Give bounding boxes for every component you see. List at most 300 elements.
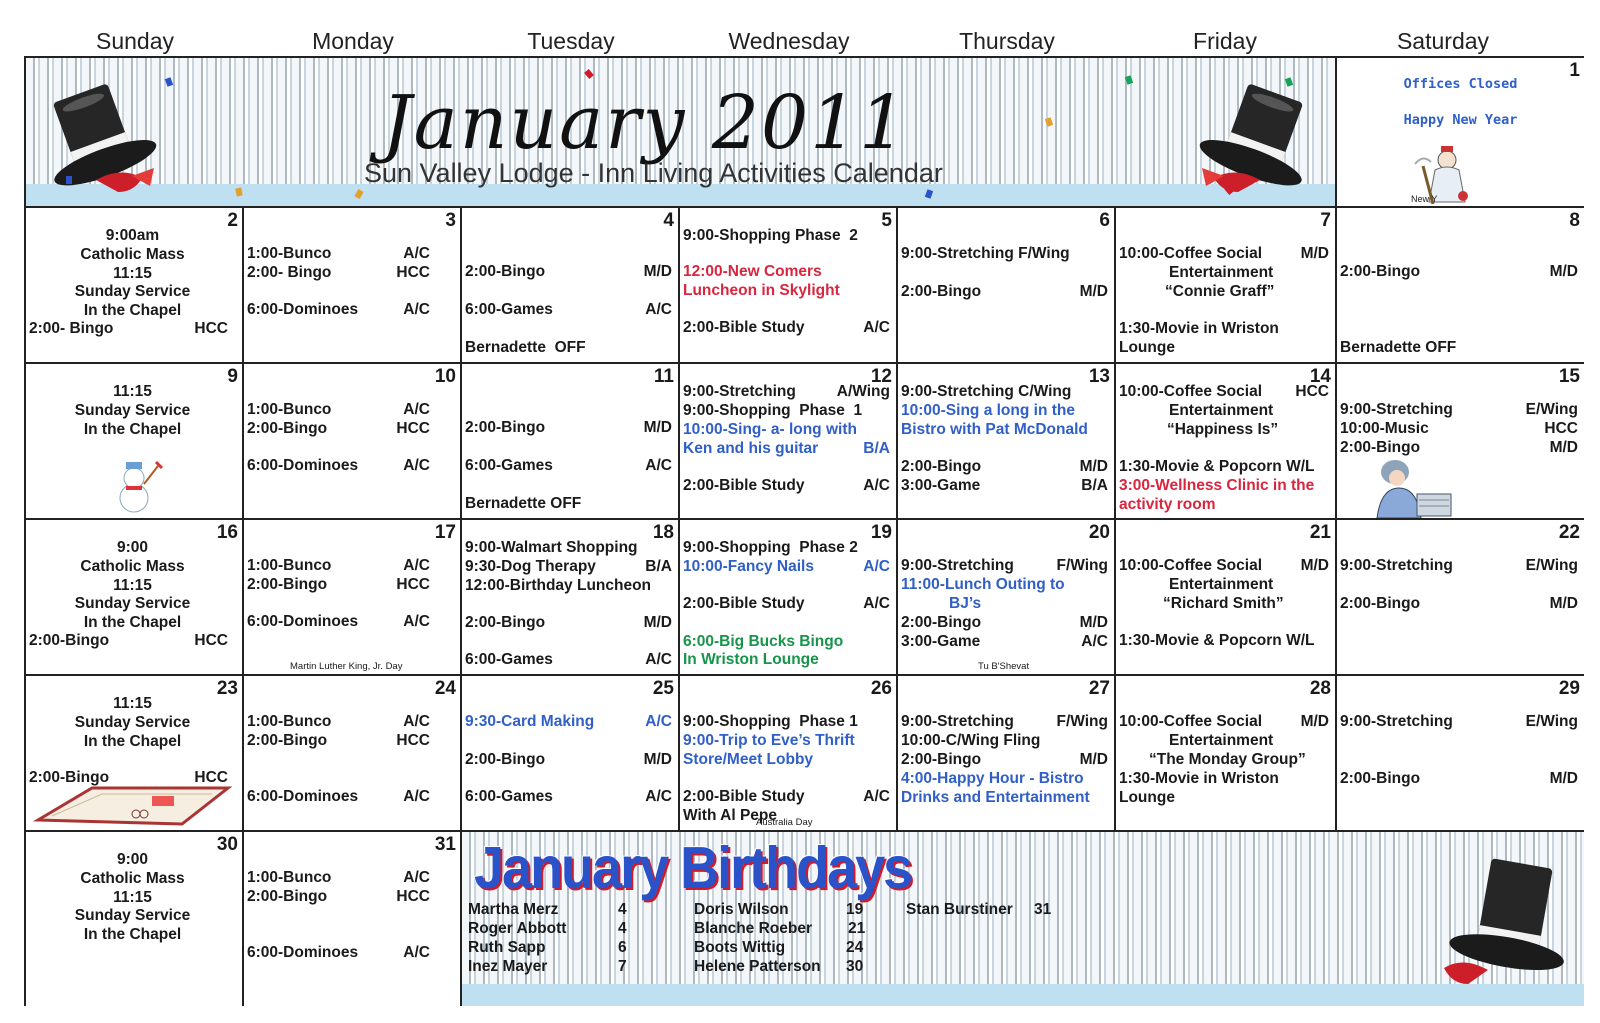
event-text: 2:00-Bingo — [901, 751, 982, 768]
event-text: Entertainment — [1169, 576, 1274, 593]
event-text: 2:00-Bingo — [247, 420, 328, 437]
day-cell-3 — [244, 208, 462, 364]
event-line — [1119, 556, 1329, 575]
event-line — [247, 556, 454, 575]
event-line — [683, 226, 890, 245]
event-location: HCC — [194, 632, 228, 649]
event-location: HCC — [396, 732, 430, 749]
event-line: Catholic Mass — [80, 246, 185, 263]
event-text: 6:00-Dominoes — [247, 944, 359, 961]
event-text: Luncheon in Skylight — [683, 282, 840, 299]
confetti-decoration — [235, 188, 242, 197]
event-text: 10:00-Sing- a- long with — [683, 421, 857, 438]
title-banner — [26, 58, 1337, 208]
event-line — [247, 419, 454, 438]
day-cell-17 — [244, 520, 462, 676]
event-line — [465, 338, 672, 357]
event-line — [683, 439, 890, 458]
event-location: M/D — [1549, 263, 1578, 280]
event-line — [1119, 750, 1329, 769]
event-location: M/D — [643, 614, 672, 631]
event-text: Store/Meet Lobby — [683, 751, 814, 768]
event-line — [1119, 457, 1329, 476]
day-number: 7 — [1320, 210, 1331, 231]
event-location: A/C — [403, 301, 430, 318]
event-line — [247, 731, 454, 750]
event-line: Catholic Mass — [80, 558, 185, 575]
event-text: 6:00-Games — [465, 788, 553, 805]
event-location: M/D — [643, 263, 672, 280]
event-line: Sunday Service — [74, 402, 191, 419]
event-line: In the Chapel — [83, 614, 182, 631]
event-location: HCC — [396, 420, 430, 437]
event-line: Sunday Service — [74, 714, 191, 731]
event-line: In the Chapel — [83, 926, 182, 943]
day-cell-14 — [1116, 364, 1337, 520]
event-line: In the Chapel — [83, 421, 182, 438]
day-number: 19 — [870, 522, 892, 543]
event-location: A/C — [645, 713, 672, 730]
event-line — [901, 556, 1108, 575]
event-text: 10:00-Music — [1340, 420, 1429, 437]
event-line — [465, 576, 672, 595]
top-hat-icon — [32, 72, 162, 202]
event-location: A/C — [403, 613, 430, 630]
event-text: 9:00-Shopping Phase 2 — [683, 227, 858, 244]
event-location: F/Wing — [1056, 557, 1108, 574]
event-line — [465, 494, 672, 513]
day-cell-1 — [1337, 58, 1584, 208]
event-text: 9:00-Walmart Shopping — [465, 539, 638, 556]
event-line — [1119, 263, 1329, 282]
event-text: 1:30-Movie & Popcorn W/L — [1119, 632, 1315, 649]
ground-decoration — [462, 984, 1584, 1006]
birthday-day: 31 — [1034, 901, 1052, 918]
event-location: A/C — [645, 788, 672, 805]
event-text: 11:00-Lunch Outing to — [901, 576, 1065, 593]
birthday-day: 4 — [618, 920, 627, 937]
event-line: 11:15 — [113, 265, 152, 282]
day-cell-31 — [244, 832, 462, 1006]
event-location: A/C — [645, 651, 672, 668]
event-location: E/Wing — [1525, 557, 1578, 574]
event-location: A/C — [863, 788, 890, 805]
event-line — [247, 400, 454, 419]
event-text: 2:00-Bingo — [1340, 595, 1421, 612]
event-line — [683, 538, 890, 557]
event-text: 2:00-Bingo — [247, 732, 328, 749]
event-line — [1119, 319, 1329, 338]
event-text: 2:00-Bingo — [247, 888, 328, 905]
event-location: A/C — [1081, 633, 1108, 650]
event-text: 9:00-Stretching — [1340, 401, 1453, 418]
event-line — [465, 262, 672, 281]
event-text: 9:00-Trip to Eve’s Thrift — [683, 732, 855, 749]
event-line — [1119, 420, 1329, 439]
event-text: 2:00- Bingo — [29, 320, 114, 337]
event-line — [465, 300, 672, 319]
event-line — [1340, 769, 1578, 788]
event-location: HCC — [1295, 383, 1329, 400]
event-location: A/C — [403, 869, 430, 886]
event-text: 9:00-Shopping Phase 1 — [683, 402, 863, 419]
event-location: HCC — [1544, 420, 1578, 437]
day-number: 2 — [227, 210, 238, 231]
day-number: 14 — [1309, 366, 1331, 387]
day-number: 25 — [652, 678, 674, 699]
event-text: 1:00-Bunco — [247, 245, 332, 262]
event-line — [683, 262, 890, 281]
event-text: 4:00-Happy Hour - Bistro — [901, 770, 1084, 787]
day-number: 18 — [652, 522, 674, 543]
day-cell-6 — [898, 208, 1116, 364]
day-cell-23 — [26, 676, 244, 832]
birthday-name: Inez Mayer — [468, 958, 548, 975]
event-location: A/C — [403, 713, 430, 730]
day-number: 20 — [1088, 522, 1110, 543]
weekday-tuesday: Tuesday — [527, 28, 615, 54]
event-text: 6:00-Big Bucks Bingo — [683, 633, 844, 650]
event-line — [465, 787, 672, 806]
day-number: 30 — [216, 834, 238, 855]
holiday-note: Australia Day — [756, 817, 813, 828]
event-location: M/D — [1300, 713, 1329, 730]
weekday-wednesday: Wednesday — [728, 28, 850, 54]
event-line — [465, 750, 672, 769]
event-line — [683, 787, 890, 806]
event-line — [1119, 244, 1329, 263]
birthday-day: 6 — [618, 939, 627, 956]
event-text: Bernadette OFF — [1340, 339, 1457, 356]
weekday-saturday: Saturday — [1396, 28, 1490, 54]
event-line: 11:15 — [113, 577, 152, 594]
event-location: M/D — [1549, 595, 1578, 612]
event-line — [683, 712, 890, 731]
event-line: In the Chapel — [83, 302, 182, 319]
event-location: A/C — [863, 477, 890, 494]
event-text: 2:00-Bingo — [465, 263, 546, 280]
event-line — [1119, 788, 1329, 807]
event-line — [247, 456, 454, 475]
event-text: 1:00-Bunco — [247, 557, 332, 574]
event-line — [465, 538, 672, 557]
birthday-name: Roger Abbott — [468, 920, 567, 937]
event-text: 2:00-Bingo — [29, 769, 110, 786]
day-cell-27 — [898, 676, 1116, 832]
event-location: HCC — [396, 576, 430, 593]
birthday-name: Martha Merz — [468, 901, 559, 918]
event-location: A/C — [645, 457, 672, 474]
confetti-decoration — [66, 176, 72, 184]
event-line — [1340, 262, 1578, 281]
day-cell-21 — [1116, 520, 1337, 676]
open-book-icon — [32, 780, 232, 830]
event-text: 6:00-Dominoes — [247, 301, 359, 318]
day-cell-30 — [26, 832, 244, 1006]
event-text: 2:00-Bingo — [901, 614, 982, 631]
birthday-name: Stan Burstiner — [906, 901, 1013, 918]
event-location: B/A — [645, 558, 672, 575]
event-line — [247, 943, 454, 962]
day-number: 5 — [881, 210, 892, 231]
event-line — [1119, 712, 1329, 731]
event-text: 1:00-Bunco — [247, 713, 332, 730]
weekday-thursday: Thursday — [959, 28, 1055, 54]
event-text: 1:30-Movie & Popcorn W/L — [1119, 458, 1315, 475]
event-line: 9:00 — [116, 851, 149, 868]
event-line — [901, 382, 1108, 401]
day-cell-26 — [680, 676, 898, 832]
event-text: 2:00- Bingo — [247, 264, 332, 281]
day-cell-29 — [1337, 676, 1584, 832]
event-location: A/Wing — [836, 383, 890, 400]
event-location: E/Wing — [1525, 401, 1578, 418]
day-cell-28 — [1116, 676, 1337, 832]
snowman-icon — [106, 458, 166, 516]
event-text: 2:00-Bingo — [901, 458, 982, 475]
event-text: activity room — [1119, 496, 1216, 513]
day-cell-4 — [462, 208, 680, 364]
event-text: “Happiness Is” — [1167, 421, 1279, 438]
event-line — [247, 612, 454, 631]
event-text: 9:00-Stretching C/Wing — [901, 383, 1072, 400]
event-line — [465, 557, 672, 576]
event-location: HCC — [396, 888, 430, 905]
event-location: M/D — [1549, 770, 1578, 787]
calendar-title: January 2011 — [382, 80, 909, 166]
event-text: 3:00-Game — [901, 477, 981, 494]
event-text: 9:00-Stretching — [1340, 557, 1453, 574]
event-line — [1119, 495, 1329, 514]
birthday-name: Doris Wilson — [694, 901, 789, 918]
event-line — [29, 631, 236, 650]
event-line — [247, 868, 454, 887]
event-line — [683, 476, 890, 495]
day-cell-15 — [1337, 364, 1584, 520]
day-number: 4 — [663, 210, 674, 231]
event-text: 2:00-Bingo — [465, 419, 546, 436]
day-cell-11 — [462, 364, 680, 520]
event-location: A/C — [863, 595, 890, 612]
birthday-day: 24 — [846, 939, 864, 956]
event-line — [901, 769, 1108, 788]
day-number: 9 — [227, 366, 238, 387]
birthday-day: 30 — [846, 958, 864, 975]
event-line — [901, 788, 1108, 807]
event-line — [901, 575, 1108, 594]
day-number: 12 — [870, 366, 892, 387]
birthday-name: Ruth Sapp — [468, 939, 546, 956]
event-text: 2:00-Bible Study — [683, 788, 805, 805]
event-line — [465, 418, 672, 437]
event-line: In the Chapel — [83, 733, 182, 750]
birthday-day: 4 — [618, 901, 627, 918]
woman-at-computer-icon — [1361, 454, 1457, 518]
event-location: F/Wing — [1056, 713, 1108, 730]
event-line — [901, 244, 1108, 263]
event-location: A/C — [403, 401, 430, 418]
event-location: HCC — [396, 264, 430, 281]
birthday-day: 7 — [618, 958, 627, 975]
birthday-name: Boots Wittig — [694, 939, 786, 956]
event-text: 6:00-Dominoes — [247, 457, 359, 474]
event-text: 2:00-Bingo — [1340, 439, 1421, 456]
event-location: E/Wing — [1525, 713, 1578, 730]
weekday-friday: Friday — [1193, 28, 1257, 54]
event-text: Lounge — [1119, 339, 1175, 356]
event-line: 11:15 — [113, 889, 152, 906]
event-text: Bernadette OFF — [465, 495, 582, 512]
birthday-day: 21 — [848, 920, 866, 937]
day-number: 11 — [653, 366, 674, 387]
event-line — [901, 613, 1108, 632]
event-text: 3:00-Wellness Clinic in the — [1119, 477, 1315, 494]
event-line — [901, 457, 1108, 476]
event-location: A/C — [863, 319, 890, 336]
calendar-subtitle: Sun Valley Lodge - Inn Living Activities Calendar — [364, 158, 943, 188]
event-text: 6:00-Dominoes — [247, 788, 359, 805]
event-line — [901, 282, 1108, 301]
event-line — [901, 594, 1108, 613]
day-number: 24 — [434, 678, 456, 699]
event-line — [683, 382, 890, 401]
event-text: Entertainment — [1169, 732, 1274, 749]
event-line — [247, 712, 454, 731]
event-text: 6:00-Games — [465, 301, 553, 318]
day-number: 17 — [434, 522, 456, 543]
event-line — [1119, 476, 1329, 495]
event-location: A/C — [403, 457, 430, 474]
event-line — [683, 281, 890, 300]
event-line — [465, 650, 672, 669]
event-line — [465, 456, 672, 475]
event-text: In Wriston Lounge — [683, 651, 819, 668]
event-text: 2:00-Bingo — [465, 614, 546, 631]
day-number: 28 — [1309, 678, 1331, 699]
event-text: 10:00-Sing a long in the — [901, 402, 1075, 419]
event-line — [901, 476, 1108, 495]
event-line: Sunday Service — [74, 595, 191, 612]
event-line — [683, 401, 890, 420]
event-location: A/C — [403, 944, 430, 961]
event-text: 2:00-Bible Study — [683, 477, 805, 494]
day-cell-9 — [26, 364, 244, 520]
event-line — [247, 787, 454, 806]
event-line — [247, 575, 454, 594]
event-line — [683, 632, 890, 651]
event-location: M/D — [1300, 557, 1329, 574]
event-text: 10:00-Fancy Nails — [683, 558, 814, 575]
day-cell-22 — [1337, 520, 1584, 676]
event-text: 9:00-Stretching F/Wing — [901, 245, 1070, 262]
event-location: A/C — [403, 245, 430, 262]
event-line — [1119, 282, 1329, 301]
day-number: 22 — [1558, 522, 1580, 543]
event-text: “The Monday Group” — [1149, 751, 1306, 768]
event-location: M/D — [643, 751, 672, 768]
event-text: 9:30-Dog Therapy — [465, 558, 596, 575]
event-text: 12:00-Birthday Luncheon — [465, 577, 652, 594]
event-line — [901, 401, 1108, 420]
day-cell-20 — [898, 520, 1116, 676]
day-number: 29 — [1558, 678, 1580, 699]
event-location: M/D — [1079, 614, 1108, 631]
event-text: 1:00-Bunco — [247, 401, 332, 418]
event-line — [683, 318, 890, 337]
weekday-sunday: Sunday — [95, 28, 174, 54]
event-location: B/A — [863, 440, 890, 457]
holiday-note: Martin Luther King, Jr. Day — [290, 661, 403, 672]
event-location: M/D — [1549, 439, 1578, 456]
event-line — [683, 731, 890, 750]
event-text: BJ’s — [949, 595, 982, 612]
event-text: 6:00-Games — [465, 651, 553, 668]
birthdays-title: January Birthdays — [474, 835, 912, 902]
day-number: 1 — [1569, 60, 1580, 81]
event-line: 9:00am — [105, 227, 160, 244]
event-text: Ken and his guitar — [683, 440, 819, 457]
event-text: 2:00-Bingo — [29, 632, 110, 649]
day-number: 13 — [1088, 366, 1110, 387]
event-text: 9:00-Stretching — [901, 557, 1014, 574]
day-cell-12 — [680, 364, 898, 520]
day-cell-8 — [1337, 208, 1584, 364]
day-number: 8 — [1569, 210, 1580, 231]
event-text: 10:00-Coffee Social — [1119, 245, 1262, 262]
event-line: Sunday Service — [74, 283, 191, 300]
weekday-header — [24, 24, 1584, 56]
event-text: Entertainment — [1169, 402, 1274, 419]
day-number: 21 — [1309, 522, 1331, 543]
event-text: Drinks and Entertainment — [901, 789, 1090, 806]
event-location: B/A — [1081, 477, 1108, 494]
day-number: 26 — [870, 678, 892, 699]
day1-caption: New Y — [1411, 194, 1438, 204]
event-text: 2:00-Bingo — [465, 751, 546, 768]
event-text: 1:30-Movie in Wriston — [1119, 770, 1279, 787]
day-number: 3 — [445, 210, 456, 231]
event-line — [1340, 400, 1578, 419]
event-line — [1340, 594, 1578, 613]
weekday-monday: Monday — [312, 28, 394, 54]
calendar-grid — [24, 56, 1584, 1006]
event-line — [683, 557, 890, 576]
day-number: 6 — [1099, 210, 1110, 231]
event-text: Bernadette OFF — [465, 339, 586, 356]
day-cell-24 — [244, 676, 462, 832]
event-text: 2:00-Bible Study — [683, 595, 805, 612]
event-line — [683, 750, 890, 769]
event-text: 2:00-Bingo — [1340, 770, 1421, 787]
event-line — [465, 712, 672, 731]
event-location: A/C — [403, 788, 430, 805]
top-hat-icon — [1194, 72, 1324, 202]
event-text: 3:00-Game — [901, 633, 981, 650]
day-cell-19 — [680, 520, 898, 676]
birthday-day: 19 — [846, 901, 864, 918]
event-location: M/D — [1079, 283, 1108, 300]
day-cell-10 — [244, 364, 462, 520]
day-number: 31 — [434, 834, 456, 855]
day-cell-13 — [898, 364, 1116, 520]
day-number: 23 — [216, 678, 238, 699]
event-line — [465, 613, 672, 632]
event-line: Sunday Service — [74, 907, 191, 924]
happy-new-year-text: Happy New Year — [1403, 112, 1518, 128]
event-location: M/D — [643, 419, 672, 436]
day-cell-25 — [462, 676, 680, 832]
event-text: 1:30-Movie in Wriston — [1119, 320, 1279, 337]
